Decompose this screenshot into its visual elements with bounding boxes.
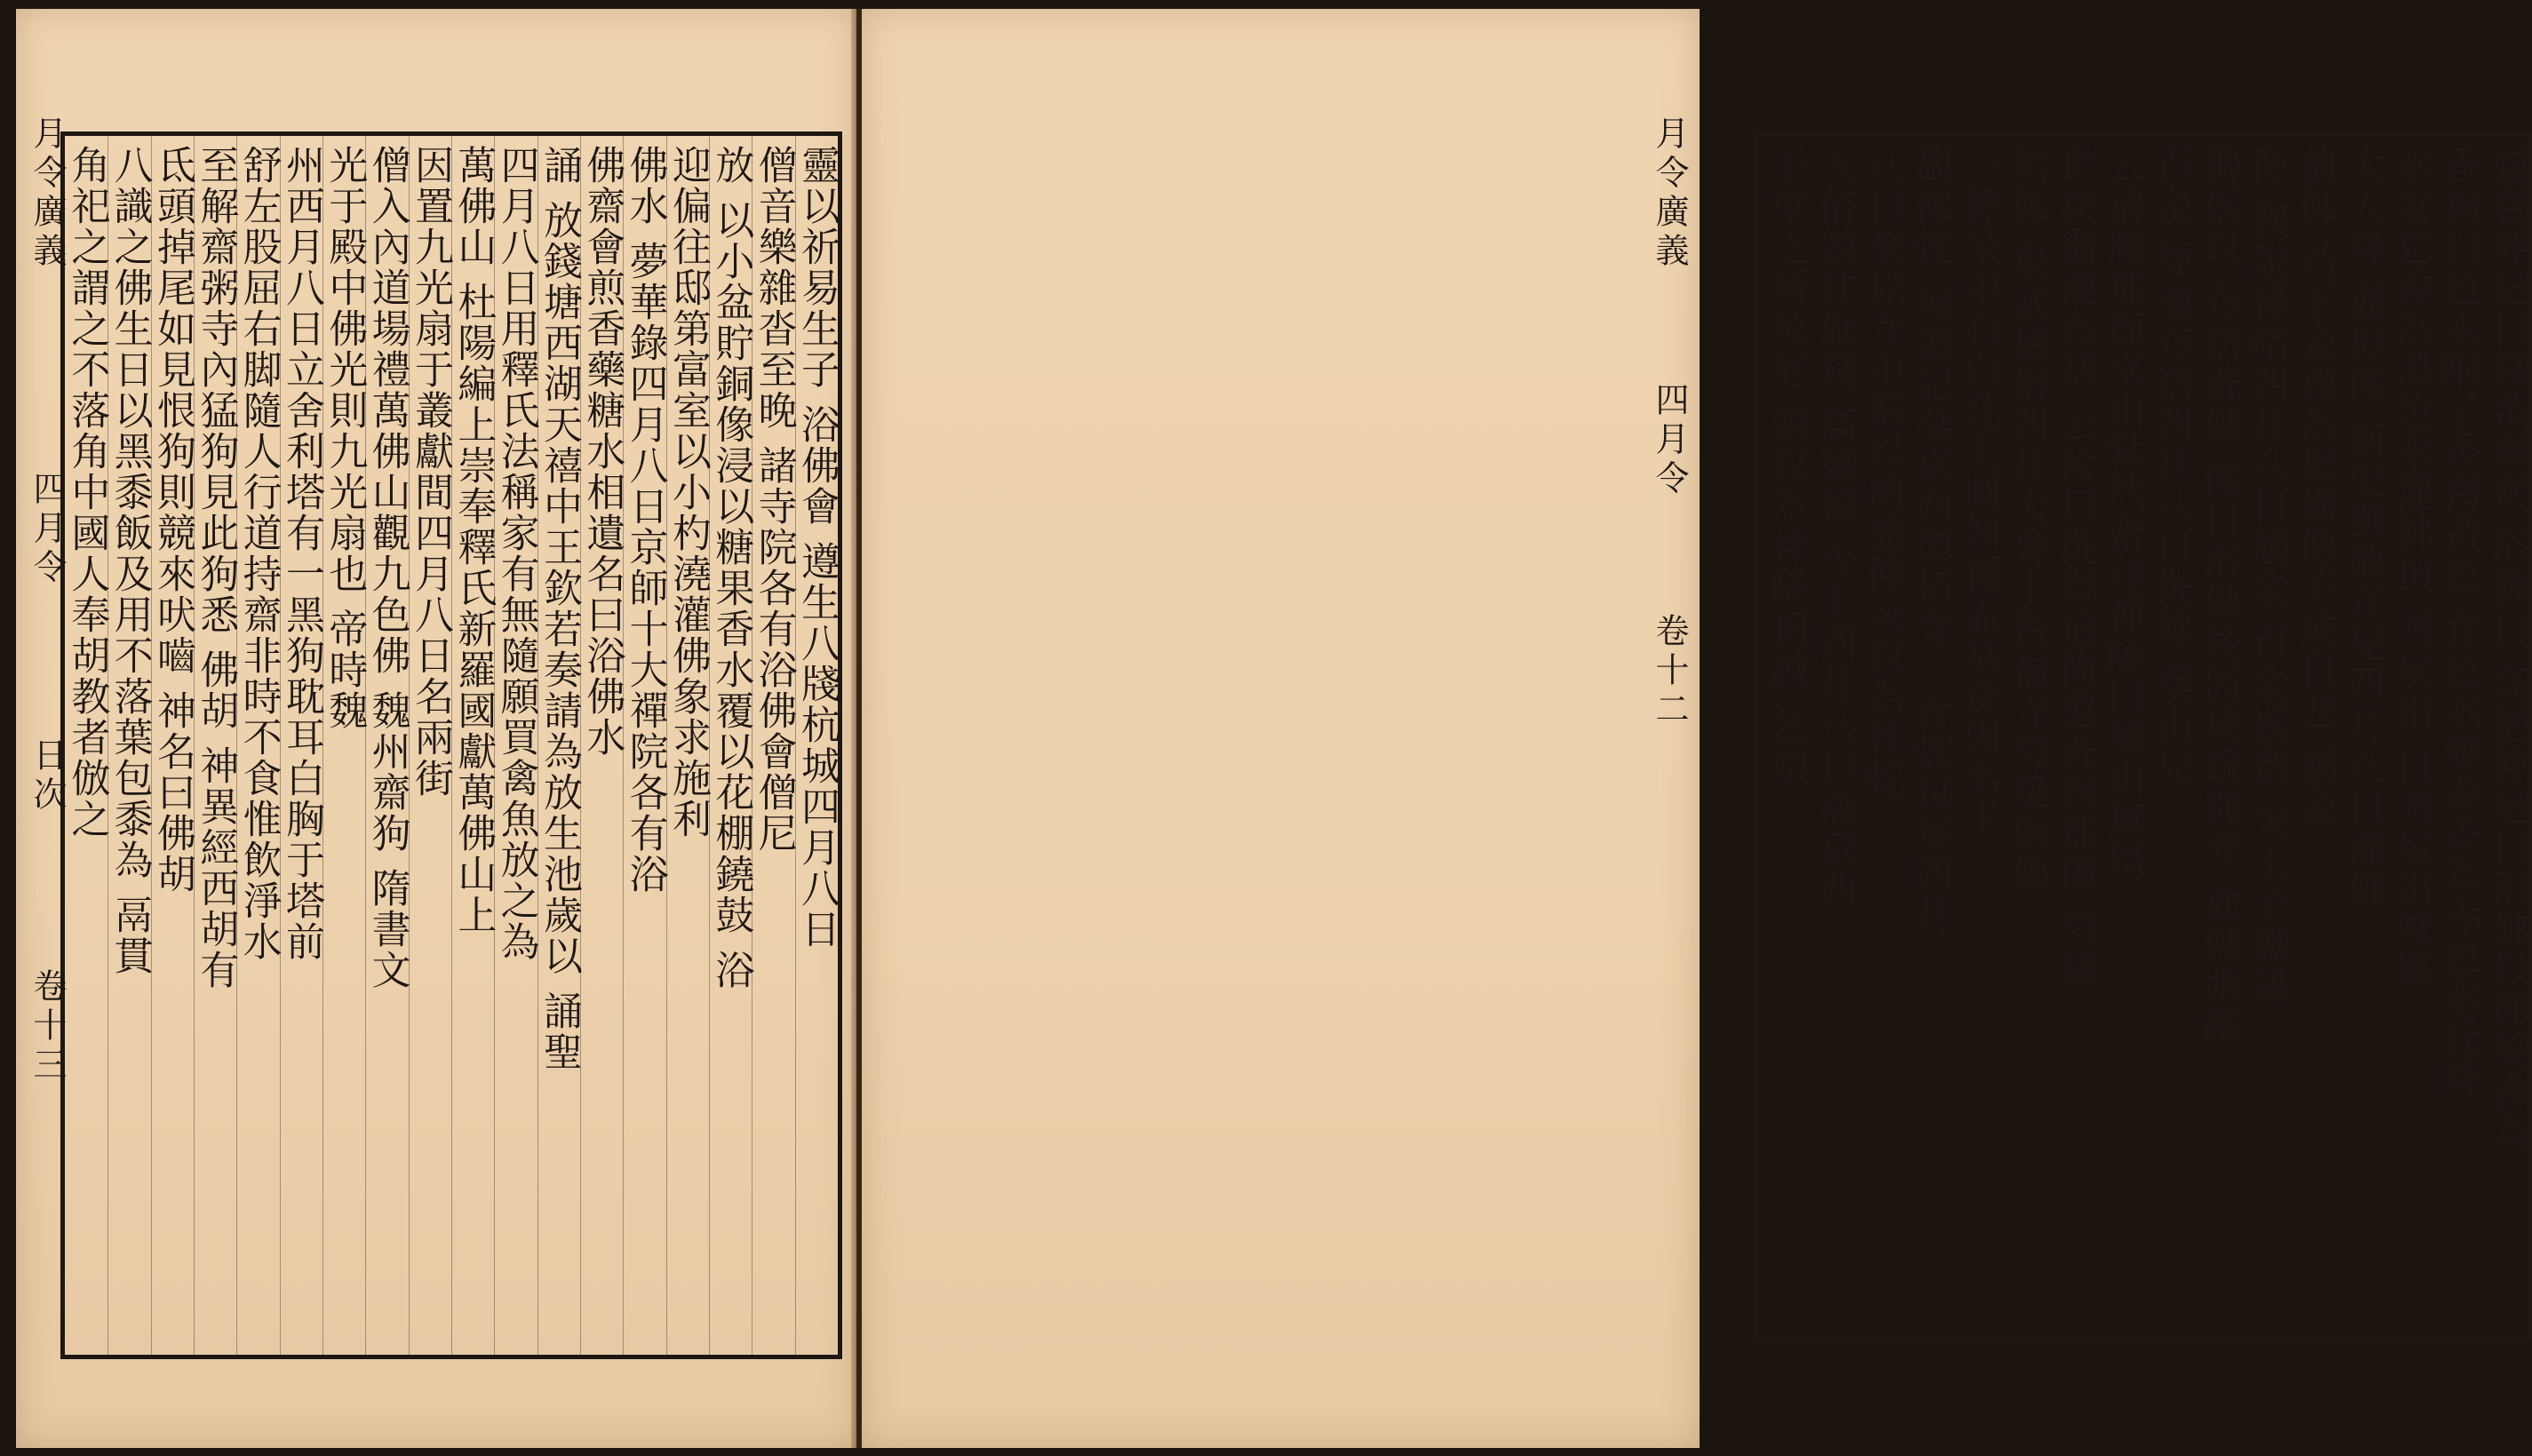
text-column: 至解齋粥寺內猛狗見此狗悉 佛胡 神異經西胡有 bbox=[193, 145, 239, 991]
text-column: 香寫白色水附子香寫黃色 青色水鬱金香為赤色水丘降 bbox=[2435, 145, 2481, 1099]
text-column: 一餘朵中有白花上圓如覆盂甚奇因名玉 bbox=[1955, 145, 2002, 839]
text-column: 前佛 乃下金鏡為毋灌像不成自悲 溺金 bbox=[2291, 145, 2337, 827]
text-column: 靈以祈易生子 浴佛會 遵生八牋杭城四月八日 bbox=[793, 145, 840, 950]
text-column: 百金 經遵布衲四月八日洗佛 藥山見 bbox=[2147, 145, 2194, 786]
text-column: 佛齋會煎香藥糖水相遺名曰浴佛水 bbox=[579, 145, 625, 758]
text-column: 八日來見寺中僧以函盛傳玩以為神蛇 bbox=[1859, 145, 1906, 799]
left-margin-title: 月令廣義 bbox=[28, 115, 67, 272]
left-margin-sub: 日次 bbox=[28, 737, 67, 816]
text-column: 入俗競往施錢 高梁橋 今上四月八日燕京西 bbox=[1811, 145, 1858, 909]
left-margin-folio: 卷十三 bbox=[28, 968, 67, 1086]
text-column: 獨襯以 布衲洗佛 像日浴佛後因病懺悔差 灌佛張融 bbox=[2195, 145, 2241, 1046]
text-column: 像 輿說孫皓四月八日溺金 百金襯齋 宋王子鸞建 bbox=[2243, 145, 2289, 1005]
right-margin-folio: 卷十二 bbox=[1650, 613, 1689, 730]
left-text-frame bbox=[60, 131, 842, 1359]
text-column: 四月八日用釋氏法稱家有無隨願買禽魚放之為 bbox=[493, 145, 539, 962]
text-column: 八識之佛生日以黑黍飯及用不落葉包黍為 鬲貫 bbox=[107, 145, 153, 976]
text-column: 于壁之所免厄 俯以為神降頂誠 乞娘 bbox=[1764, 145, 1810, 786]
text-column: 僧入內道場禮萬佛山觀九色佛 魏州齋狗 隋書文 bbox=[364, 145, 410, 991]
left-page bbox=[16, 9, 856, 1448]
text-column: 大人降 灌毋像 南史劉敬宣見四月八日灌佛 bbox=[2339, 145, 2385, 909]
text-column: 觀佛蛇 宛署記燕京西潭柘寺二青蛇每年四月 bbox=[1907, 145, 1954, 935]
text-column: 靈寶經是日修啟壽齋 浴佛日 高僧傳是日浴佛以都梁香為 bbox=[2484, 145, 2529, 1154]
text-column: 佛水 夢華錄四月八日京師十大禪院各有浴 bbox=[622, 145, 668, 895]
right-margin-title: 月令廣義 bbox=[1650, 115, 1689, 272]
text-column: 因置九光扇于叢獻間四月八日名兩街 bbox=[407, 145, 453, 799]
text-column: 放 以小盆貯銅像浸以糖果香水覆以花棚鐃鼓 浴 bbox=[708, 145, 754, 991]
text-column: 角祀之謂之不落角中國人奉胡教者倣之 bbox=[64, 145, 110, 839]
right-margin-section: 四月令 bbox=[1650, 382, 1689, 499]
left-margin-section: 四月令 bbox=[28, 471, 67, 588]
text-column: 迎偏往邸第富室以小杓澆灌佛象求施利 bbox=[665, 145, 711, 839]
book-spread bbox=[16, 9, 2529, 1448]
text-column: 云清將那箇來山默然密印禪師曰藥山無風 bbox=[2099, 145, 2146, 880]
text-column: 舒左股屈右脚隨人行道持齋非時不食惟飲淨水 bbox=[235, 145, 282, 962]
text-column: 氐頭掉尾如見恨狗則競來吠嚙 神名曰佛胡 bbox=[149, 145, 195, 895]
right-text-frame bbox=[1755, 131, 2532, 1341]
text-column: 水安息香為黑色水灌佛頂 明星出 日明星出摩耶 bbox=[2387, 145, 2433, 991]
text-column: 光于殿中佛光則九光扇也 帝時魏 bbox=[322, 145, 368, 731]
right-page bbox=[862, 9, 2529, 1448]
text-column: 誦 放錢塘西湖天禧中王欽若奏請為放生池歲以 誦聖 bbox=[536, 145, 582, 1072]
text-column: 供佛 東武舊俗四月大會于資福寺芍藥供佛 bbox=[2003, 145, 2050, 895]
text-column: 州西月八日立舍利塔有一黑狗耽耳白胸于塔前 bbox=[278, 145, 324, 962]
text-column: 萬佛山 杜陽編上崇奉釋氏新羅國獻萬佛山上 bbox=[450, 145, 497, 935]
text-column: 僧音樂雜沓至晚 諸寺院各有浴佛會僧尼 bbox=[751, 145, 797, 854]
text-column: 世淡谿灌布衲 云汝只洗得這箇還洗得那箇 芍藥 bbox=[2051, 145, 2098, 991]
